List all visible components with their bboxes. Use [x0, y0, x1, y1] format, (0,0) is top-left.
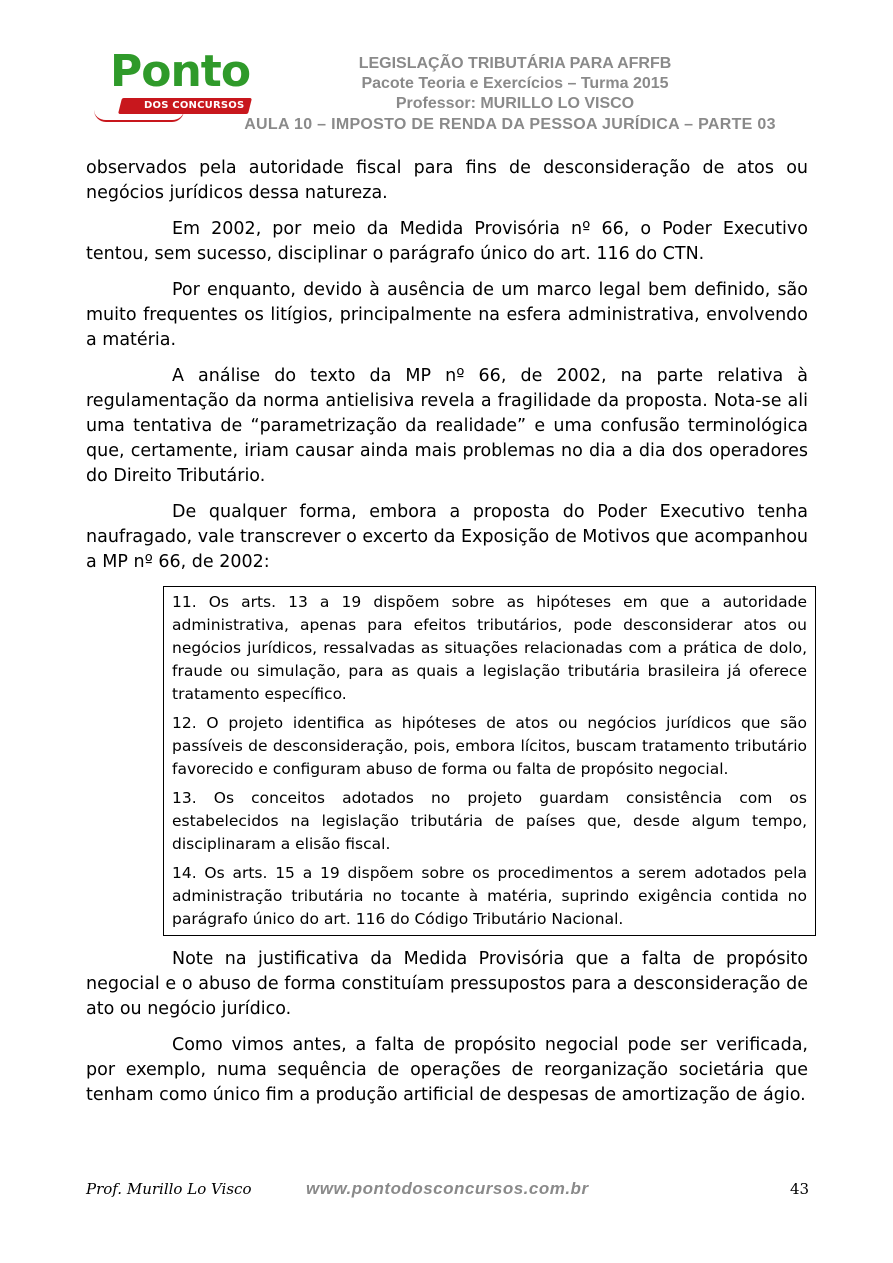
paragraph: A análise do texto da MP nº 66, de 2002, na parte relativa à regulamentação da norma antielisiva revela a fragilidade da proposta. Nota-se ali uma tentativa de “parametrização da realidade” e uma confusão terminológica que, certamente, iriam causar ainda mais problemas no dia a dia dos operadores do Direito Tributário.	[86, 366, 808, 486]
page-header	[0, 0, 893, 150]
page-footer	[0, 1180, 893, 1210]
header-titles	[300, 54, 730, 114]
lesson-title: AULA 10 – IMPOSTO DE RENDA DA PESSOA JURÍDICA – PARTE 03	[244, 116, 776, 133]
exposition-of-motives-quote	[163, 586, 816, 936]
paragraph: Note na justificativa da Medida Provisória que a falta de propósito negocial e o abuso de forma constituíam pressupostos para a desconsideração de ato ou negócio jurídico.	[86, 949, 808, 1019]
footer-site-link[interactable]: www.pontodosconcursos.com.br	[306, 1179, 589, 1198]
course-title: LEGISLAÇÃO TRIBUTÁRIA PARA AFRFB	[358, 55, 672, 72]
paragraph: Em 2002, por meio da Medida Provisória nº 66, o Poder Executivo tentou, sem sucesso, disciplinar o parágrafo único do art. 116 do CTN.	[86, 219, 808, 264]
logo-word: Ponto	[110, 46, 251, 97]
course-package: Pacote Teoria e Exercícios – Turma 2015	[361, 75, 669, 92]
paragraph: Como vimos antes, a falta de propósito negocial pode ser verificada, por exemplo, numa sequência de operações de reorganização societária que tenham como único fim a produção artificial de despesas de amortização de ágio.	[86, 1035, 808, 1105]
quote-item-13: 13. Os conceitos adotados no projeto guardam consistência com os estabelecidos na legislação tributária de países que, desde algum tempo, disciplinaram a elisão fiscal.	[172, 789, 807, 853]
quote-item-12: 12. O projeto identifica as hipóteses de atos ou negócios jurídicos que são passíveis de desconsideração, pois, embora lícitos, buscam tratamento tributário favorecido e configuram abuso de forma ou falta de propósito negocial.	[172, 714, 807, 778]
logo-subtitle: DOS CONCURSOS	[144, 100, 245, 111]
paragraph: Por enquanto, devido à ausência de um marco legal bem definido, são muito frequentes os litígios, principalmente na esfera administrativa, envolvendo a matéria.	[86, 280, 808, 350]
paragraph: observados pela autoridade fiscal para fins de desconsideração de atos ou negócios jurídicos dessa natureza.	[86, 158, 808, 203]
page-number: 43	[790, 1180, 810, 1198]
quote-item-11: 11. Os arts. 13 a 19 dispõem sobre as hipóteses em que a autoridade administrativa, apenas para efeitos tributários, pode desconsiderar atos ou negócios jurídicos, ressalvadas as situações relacionadas com a prática de dolo, fraude ou simulação, para as quais a legislação tributária brasileira já oferece tratamento específico.	[172, 593, 807, 703]
paragraph: De qualquer forma, embora a proposta do Poder Executivo tenha naufragado, vale transcrever o excerto da Exposição de Motivos que acompanhou a MP nº 66, de 2002:	[86, 502, 808, 572]
quote-item-14: 14. Os arts. 15 a 19 dispõem sobre os procedimentos a serem adotados pela administração tributária no tocante à matéria, suprindo exigência contida no parágrafo único do art. 116 do Código Tributário Nacional.	[172, 864, 807, 928]
footer-author: Prof. Murillo Lo Visco	[86, 1180, 252, 1198]
ponto-dos-concursos-logo	[94, 48, 274, 120]
course-professor: Professor: MURILLO LO VISCO	[395, 95, 635, 112]
page-body	[86, 156, 808, 1119]
